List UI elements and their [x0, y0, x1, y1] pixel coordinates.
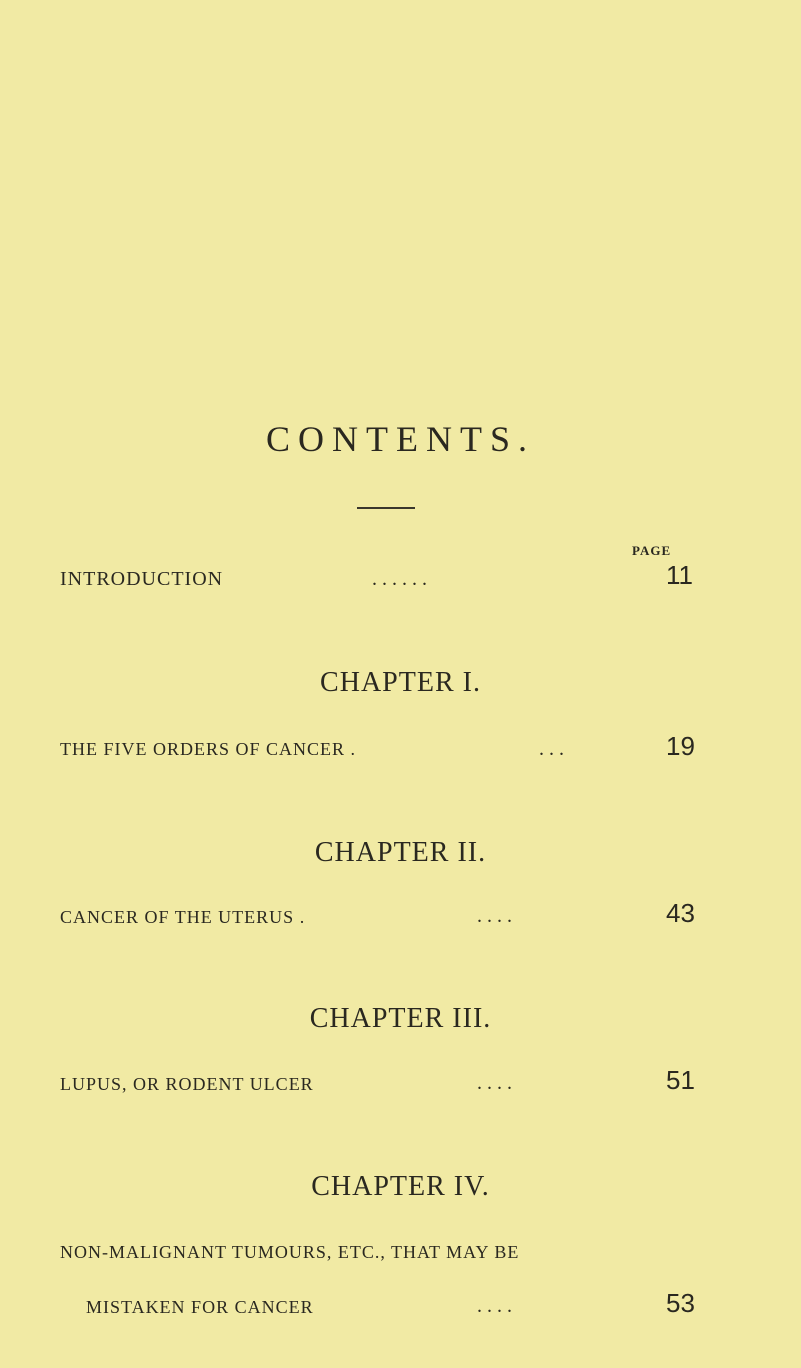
toc-entry-chapter-2: CANCER OF THE UTERUS . — [60, 907, 306, 927]
chapter-heading: CHAPTER IV. — [311, 1171, 490, 1202]
toc-entry-chapter-3: LUPUS, OR RODENT ULCER — [60, 1074, 314, 1094]
leader-dots: . . . . . . — [372, 568, 427, 590]
toc-entry-chapter-1: THE FIVE ORDERS OF CANCER . — [60, 739, 357, 759]
toc-entry-introduction: INTRODUCTION — [60, 568, 224, 590]
toc-entry-chapter-4: NON-MALIGNANT TUMOURS, ETC., THAT MAY BE — [60, 1242, 520, 1262]
page-number: 43 — [666, 898, 695, 928]
leader-dots: . . . . — [477, 905, 512, 927]
page-number: 11 — [666, 560, 693, 590]
leader-dots: . . . — [539, 738, 564, 760]
chapter-heading: CHAPTER II. — [314, 837, 487, 868]
chapter-heading: CHAPTER I. — [320, 667, 481, 698]
leader-dots: . . . . — [477, 1072, 512, 1094]
chapter-heading: CHAPTER III. — [309, 1003, 492, 1034]
page-number: 19 — [666, 731, 695, 761]
title-rule — [357, 507, 415, 509]
leader-dots: . . . . — [477, 1295, 512, 1317]
page-title: CONTENTS. — [266, 419, 535, 459]
page-number: 51 — [666, 1065, 695, 1095]
toc-entry-chapter-4-continued: MISTAKEN FOR CANCER — [86, 1297, 314, 1317]
page-number: 53 — [666, 1288, 695, 1318]
page-column-label: PAGE — [632, 543, 672, 558]
